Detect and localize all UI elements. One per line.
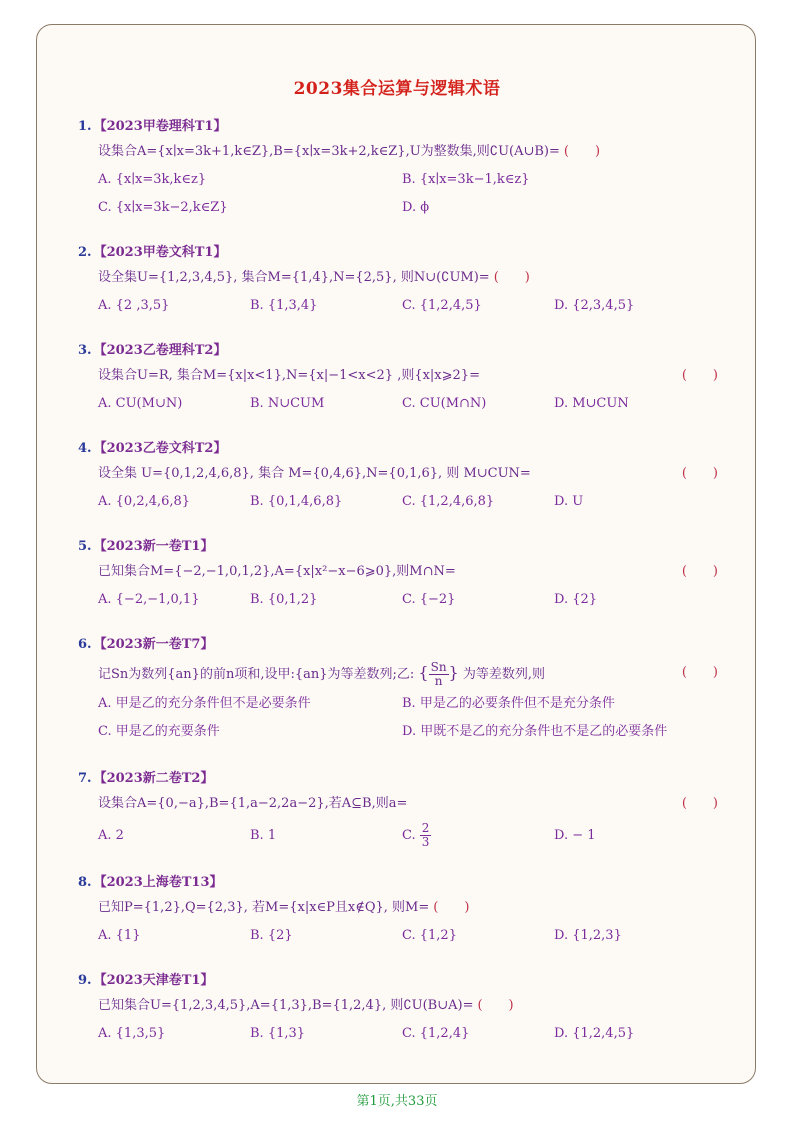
question-stem — [98, 894, 718, 922]
options — [98, 690, 718, 746]
option-b[interactable]: B. {1,3,4} — [250, 298, 318, 313]
answer-paren: ( ) — [477, 998, 514, 1013]
question-number: 3. — [78, 343, 92, 358]
question-8 — [78, 872, 718, 950]
stem-text: 为等差数列,则 — [462, 667, 546, 682]
question-header — [78, 970, 718, 992]
answer-paren: ( ) — [681, 665, 718, 680]
option-a[interactable]: A. {0,2,4,6,8} — [98, 494, 191, 509]
option-b[interactable]: B. 1 — [250, 828, 277, 843]
option-b[interactable]: B. {2} — [250, 928, 293, 943]
option-b[interactable]: B. {x∣x=3k−1,k∈z} — [402, 172, 530, 187]
answer-paren: ( ) — [433, 900, 470, 915]
question-stem — [98, 264, 718, 292]
question-source: 【2023乙卷文科T2】 — [93, 441, 227, 456]
question-source: 【2023新二卷T2】 — [93, 771, 214, 786]
stem-text: 记Sn为数列{an}的前n项和,设甲:{an}为等差数列;乙: — [98, 667, 415, 682]
question-number: 6. — [78, 637, 92, 652]
option-b[interactable]: B. 甲是乙的必要条件但不是充分条件 — [402, 696, 615, 711]
fraction-numerator: Sn — [430, 660, 447, 674]
fraction-denominator: 3 — [421, 835, 430, 849]
question-5 — [78, 536, 718, 614]
options — [98, 818, 718, 854]
question-source: 【2023甲卷理科T1】 — [93, 119, 227, 134]
option-b[interactable]: B. N∪CUM — [250, 396, 325, 411]
option-a[interactable]: A. CU(M∪N) — [98, 396, 183, 411]
option-d[interactable]: D. {2,3,4,5} — [554, 298, 635, 313]
option-c[interactable] — [402, 818, 554, 854]
answer-paren: ( ) — [563, 144, 601, 159]
question-2 — [78, 242, 718, 320]
question-source: 【2023天津卷T1】 — [93, 973, 214, 988]
stem-text: 设集合A={x∣x=3k+1,k∈Z},B={x∣x=3k+2,k∈Z},U为整数集,则∁U(A∪B)= — [98, 144, 560, 159]
question-stem — [98, 362, 718, 390]
answer-paren: ( ) — [681, 564, 718, 579]
stem-text: 已知P={1,2},Q={2,3}, 若M={x|x∈P且x∉Q}, 则M= — [98, 900, 430, 915]
fraction-sn-over-n — [429, 661, 449, 688]
option-d[interactable]: D. {1,2,3} — [554, 928, 622, 943]
option-c[interactable]: C. CU(M∩N) — [402, 396, 487, 411]
option-c[interactable]: C. {x∣x=3k−2,k∈Z} — [98, 200, 228, 215]
question-6 — [78, 634, 718, 746]
options — [98, 292, 718, 320]
option-a[interactable]: A. {1} — [98, 928, 141, 943]
options — [98, 1020, 718, 1048]
option-a[interactable]: A. {−2,−1,0,1} — [98, 592, 200, 607]
fraction-two-thirds — [420, 822, 432, 849]
options — [98, 166, 718, 222]
option-b[interactable]: B. {1,3} — [250, 1026, 306, 1041]
stem-text: 设集合A={0,−a},B={1,a−2,2a−2},若A⊆B,则a= — [98, 796, 408, 811]
option-c[interactable]: C. {1,2,4,5} — [402, 298, 482, 313]
option-d[interactable]: D. ϕ — [402, 200, 430, 215]
question-number: 4. — [78, 441, 92, 456]
fraction-denominator: n — [434, 674, 443, 688]
option-c[interactable]: C. {1,2,4,6,8} — [402, 494, 495, 509]
stem-text: 已知集合U={1,2,3,4,5},A={1,3},B={1,2,4}, 则∁U(B∪A)= — [98, 998, 474, 1013]
option-c[interactable]: C. {1,2,4} — [402, 1026, 470, 1041]
brace-right: } — [448, 663, 459, 682]
option-a[interactable]: A. {2 ,3,5} — [98, 298, 170, 313]
question-number: 5. — [78, 539, 92, 554]
option-c-label: C. — [402, 828, 416, 843]
option-d[interactable]: D. M∪CUN — [554, 396, 629, 411]
options — [98, 922, 718, 950]
option-a[interactable]: A. 2 — [98, 828, 124, 843]
question-stem — [98, 460, 718, 488]
question-number: 8. — [78, 875, 92, 890]
page-footer: 第1页,共33页 — [356, 1094, 438, 1109]
option-a[interactable]: A. {x∣x=3k,k∈z} — [98, 172, 207, 187]
fraction-numerator: 2 — [421, 821, 430, 835]
options — [98, 586, 718, 614]
stem-text: 设全集 U={0,1,2,4,6,8}, 集合 M={0,4,6},N={0,1,6}, 则 M∪CUN= — [98, 466, 531, 481]
question-header — [78, 116, 718, 138]
option-a[interactable]: A. 甲是乙的充分条件但不是必要条件 — [98, 696, 311, 711]
question-number: 2. — [78, 245, 92, 260]
option-d[interactable]: D. {2} — [554, 592, 598, 607]
question-header — [78, 872, 718, 894]
question-source: 【2023新一卷T1】 — [93, 539, 214, 554]
question-stem — [98, 992, 718, 1020]
answer-paren: ( ) — [681, 796, 718, 811]
option-d[interactable]: D. 甲既不是乙的充分条件也不是乙的必要条件 — [402, 724, 668, 739]
brace-left: { — [418, 663, 429, 682]
question-number: 1. — [78, 119, 92, 134]
question-stem — [98, 790, 718, 818]
option-c[interactable]: C. {1,2} — [402, 928, 457, 943]
answer-paren: ( ) — [681, 368, 718, 383]
question-4 — [78, 438, 718, 516]
options — [98, 488, 718, 516]
question-9 — [78, 970, 718, 1048]
question-number: 7. — [78, 771, 92, 786]
question-1 — [78, 116, 718, 222]
question-header — [78, 242, 718, 264]
stem-text: 已知集合M={−2,−1,0,1,2},A={x|x²−x−6⩾0},则M∩N= — [98, 564, 456, 579]
answer-paren: ( ) — [493, 270, 530, 285]
question-stem — [98, 558, 718, 586]
question-source: 【2023乙卷理科T2】 — [93, 343, 227, 358]
question-header — [78, 768, 718, 790]
question-header — [78, 634, 718, 656]
option-d[interactable]: D. {1,2,4,5} — [554, 1026, 635, 1041]
stem-text: 设全集U={1,2,3,4,5}, 集合M={1,4},N={2,5}, 则N∪(∁UM)= — [98, 270, 490, 285]
option-b[interactable]: B. {0,1,2} — [250, 592, 318, 607]
question-3 — [78, 340, 718, 418]
question-stem — [98, 656, 718, 690]
option-c[interactable]: C. {−2} — [402, 592, 456, 607]
option-b[interactable]: B. {0,1,4,6,8} — [250, 494, 343, 509]
question-header — [78, 536, 718, 558]
question-7 — [78, 768, 718, 854]
stem-text: 设集合U=R, 集合M={x|x<1},N={x|−1<x<2} ,则{x|x⩾2}= — [98, 368, 480, 383]
option-d[interactable]: D. U — [554, 494, 584, 509]
question-source: 【2023甲卷文科T1】 — [93, 245, 227, 260]
options — [98, 390, 718, 418]
question-header — [78, 438, 718, 460]
question-source: 【2023上海卷T13】 — [93, 875, 223, 890]
option-d[interactable]: D. − 1 — [554, 828, 596, 843]
page-title: 2023集合运算与逻辑术语 — [293, 79, 501, 99]
question-header — [78, 340, 718, 362]
question-stem — [98, 138, 718, 166]
option-c[interactable]: C. 甲是乙的充要条件 — [98, 724, 220, 739]
question-source: 【2023新一卷T7】 — [93, 637, 214, 652]
option-a[interactable]: A. {1,3,5} — [98, 1026, 166, 1041]
answer-paren: ( ) — [681, 466, 718, 481]
question-number: 9. — [78, 973, 92, 988]
